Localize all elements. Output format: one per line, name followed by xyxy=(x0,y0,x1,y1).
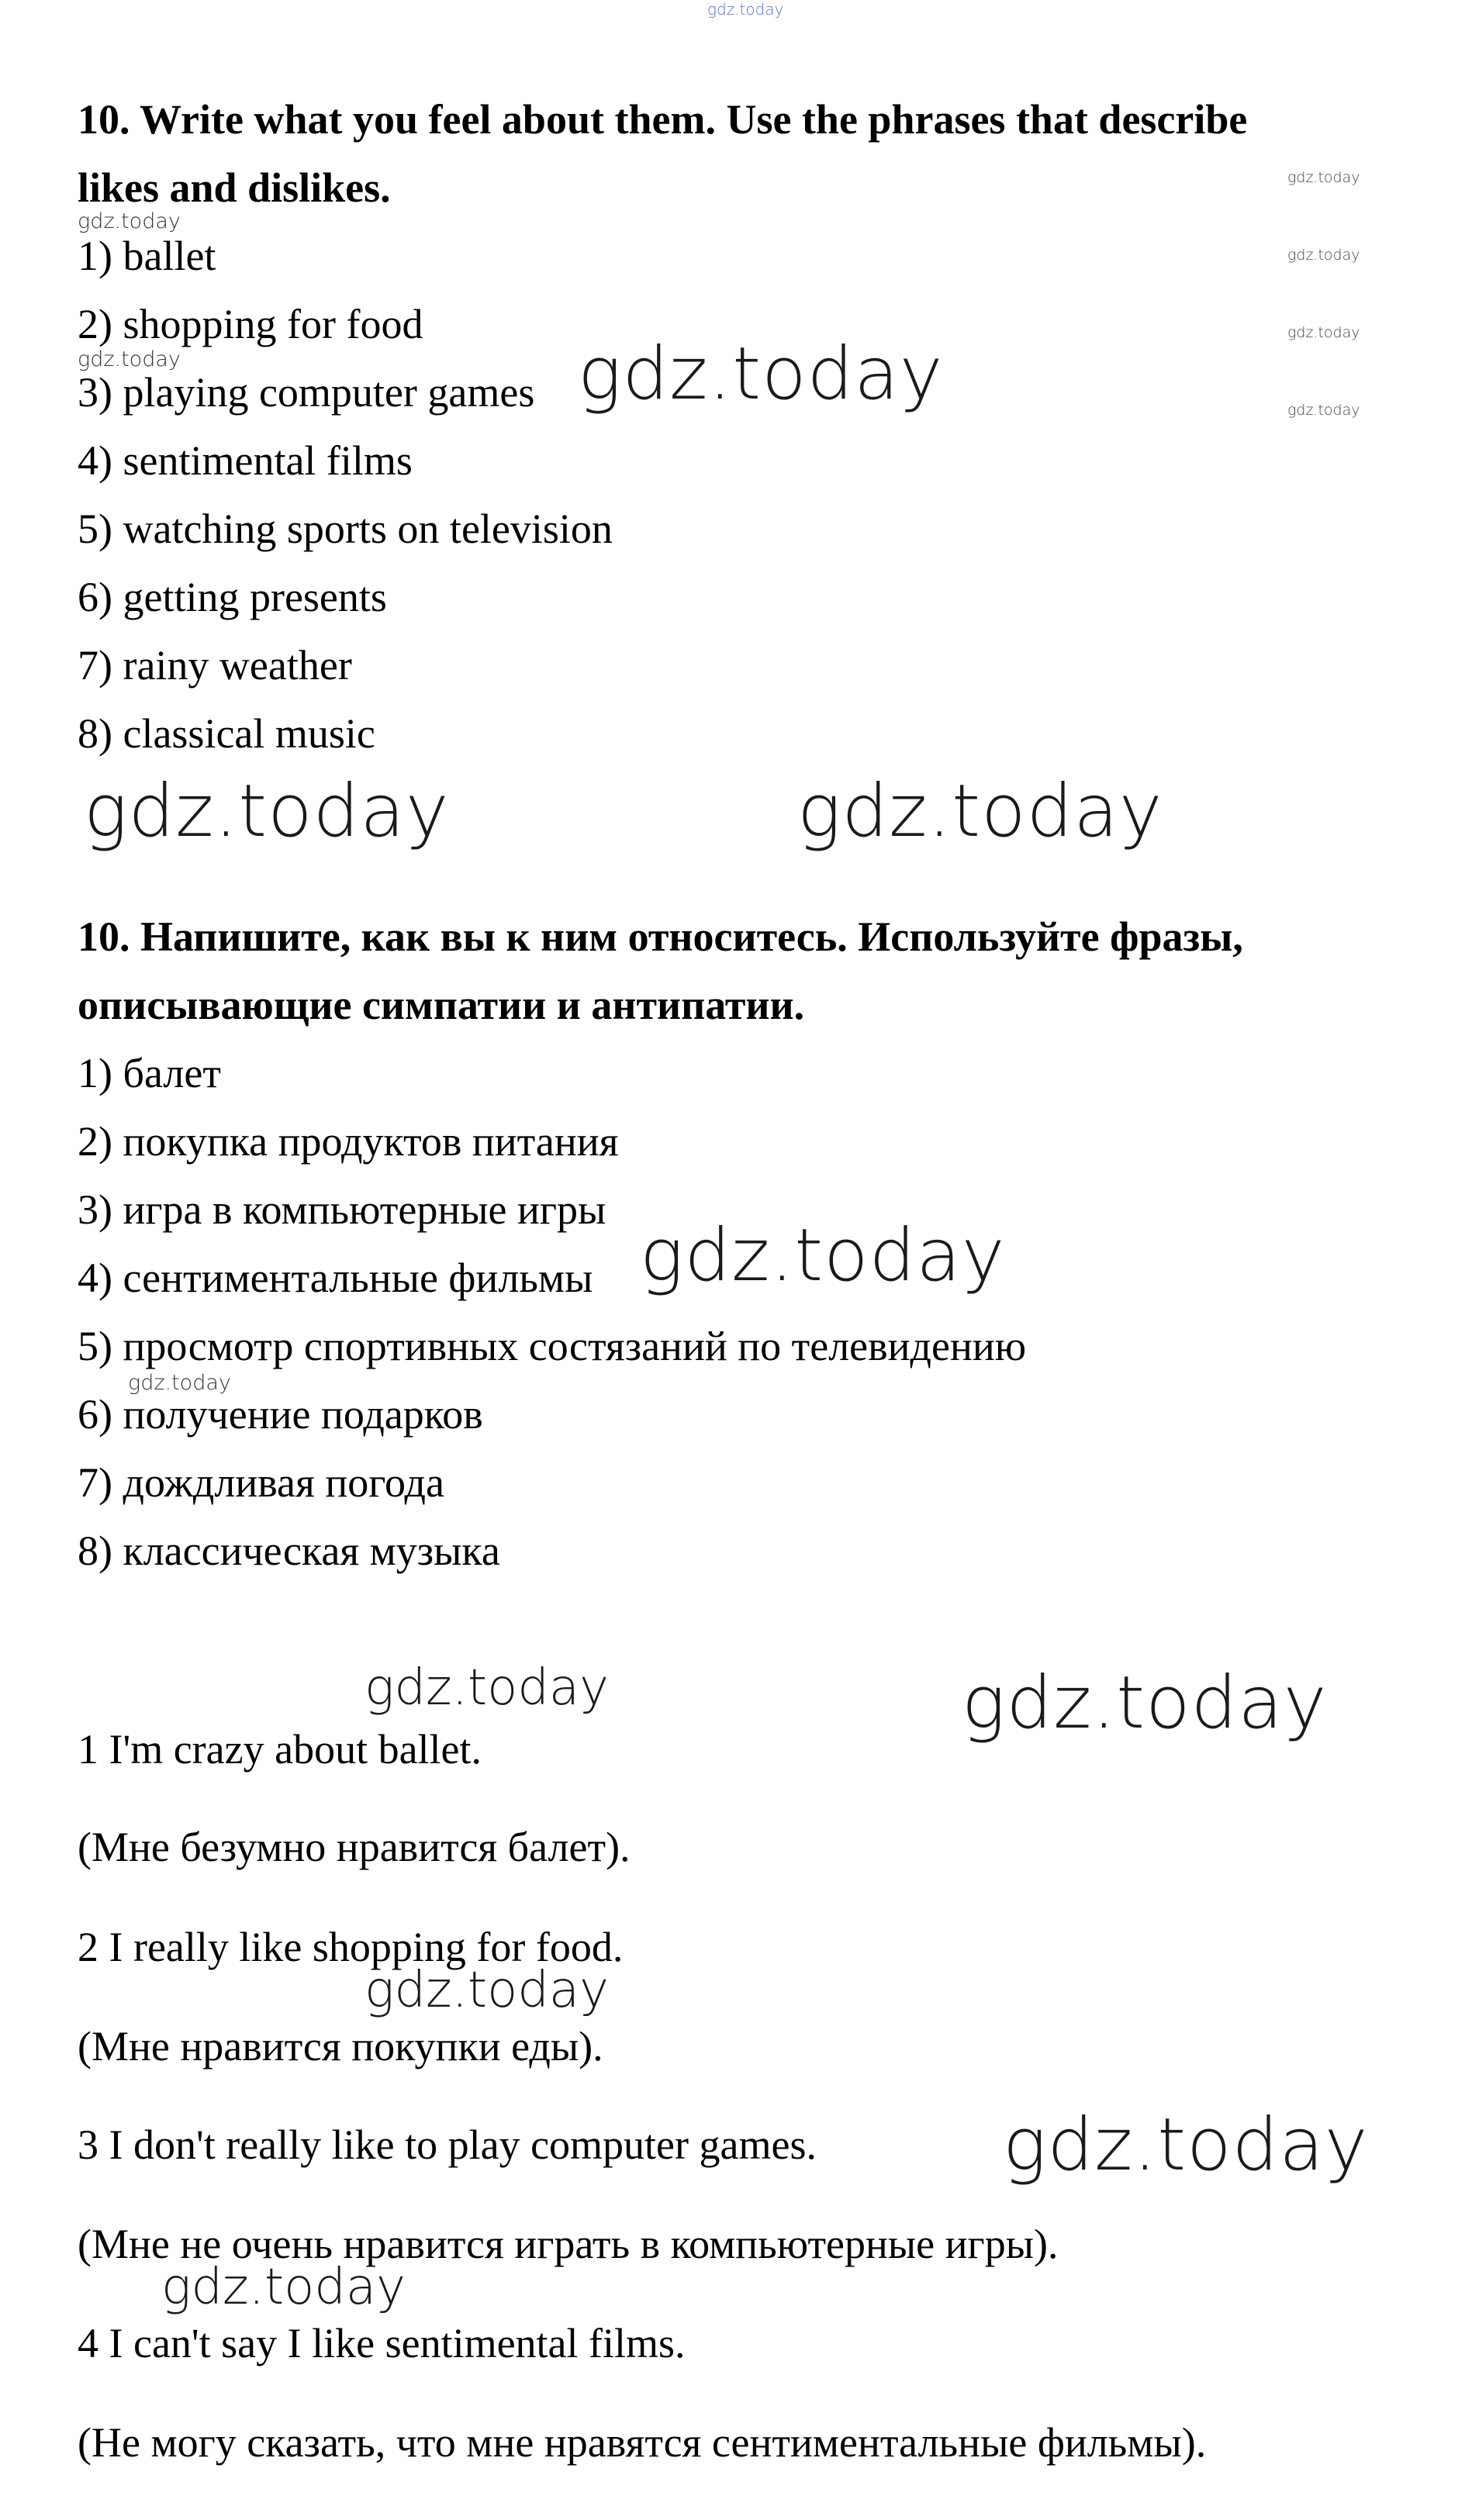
answer-ru-4: (Не могу сказать, что мне нравятся сентиментальные фильмы). xyxy=(78,2419,1207,2466)
list-item-ru-2: 2) покупка продуктов питания xyxy=(78,1118,619,1165)
watermark: gdz.today xyxy=(1287,324,1360,341)
list-item-en-6: 6) getting presents xyxy=(78,574,387,620)
list-item-en-8: 8) classical music xyxy=(78,710,375,757)
watermark-top: gdz.today xyxy=(707,0,784,19)
exercise-heading-en-line1: 10. Write what you feel about them. Use the phrases that describe xyxy=(78,96,1248,143)
list-item-en-4: 4) sentimental films xyxy=(78,437,413,484)
list-item-ru-5: 5) просмотр спортивных состязаний по телевидению xyxy=(78,1323,1027,1369)
list-item-en-7: 7) rainy weather xyxy=(78,642,352,689)
watermark: gdz.today xyxy=(1003,2103,1369,2187)
answer-en-4: 4 I can't say I like sentimental films. xyxy=(78,2320,686,2366)
exercise-heading-ru-line1: 10. Напишите, как вы к ним относитесь. Используйте фразы, xyxy=(78,913,1243,960)
list-item-ru-4: 4) сентиментальные фильмы xyxy=(78,1255,593,1301)
list-item-en-2: 2) shopping for food xyxy=(78,301,423,347)
list-item-ru-7: 7) дождливая погода xyxy=(78,1459,444,1506)
watermark: gdz.today xyxy=(578,332,944,416)
answer-en-1: 1 I'm crazy about ballet. xyxy=(78,1726,482,1773)
list-item-ru-3: 3) игра в компьютерные игры xyxy=(78,1186,606,1233)
watermark: gdz.today xyxy=(78,209,181,233)
watermark: gdz.today xyxy=(84,769,450,854)
exercise-heading-ru-line2: описывающие симпатии и антипатии. xyxy=(78,982,805,1028)
watermark: gdz.today xyxy=(962,1661,1328,1745)
list-item-ru-6: 6) получение подарков xyxy=(78,1391,483,1438)
answer-en-2: 2 I really like shopping for food. xyxy=(78,1924,624,1970)
answer-ru-3: (Мне не очень нравится играть в компьютерные игры). xyxy=(78,2221,1059,2267)
list-item-ru-8: 8) классическая музыка xyxy=(78,1528,500,1574)
list-item-en-5: 5) watching sports on television xyxy=(78,506,613,552)
answer-ru-2: (Мне нравится покупки еды). xyxy=(78,2023,603,2070)
answer-ru-1: (Мне безумно нравится балет). xyxy=(78,1824,631,1870)
watermark: gdz.today xyxy=(128,1371,231,1395)
watermark: gdz.today xyxy=(365,1962,609,2019)
answer-en-3: 3 I don't really like to play computer games. xyxy=(78,2121,817,2168)
watermark: gdz.today xyxy=(797,769,1163,854)
watermark: gdz.today xyxy=(78,347,181,371)
list-item-en-1: 1) ballet xyxy=(78,233,216,279)
watermark: gdz.today xyxy=(1287,169,1360,186)
exercise-heading-en-line2: likes and dislikes. xyxy=(78,164,391,211)
watermark: gdz.today xyxy=(1287,402,1360,419)
watermark: gdz.today xyxy=(161,2259,406,2316)
watermark: gdz.today xyxy=(365,1659,609,1717)
watermark: gdz.today xyxy=(640,1213,1006,1298)
watermark: gdz.today xyxy=(1287,247,1360,264)
list-item-en-3: 3) playing computer games xyxy=(78,369,535,416)
list-item-ru-1: 1) балет xyxy=(78,1050,221,1096)
